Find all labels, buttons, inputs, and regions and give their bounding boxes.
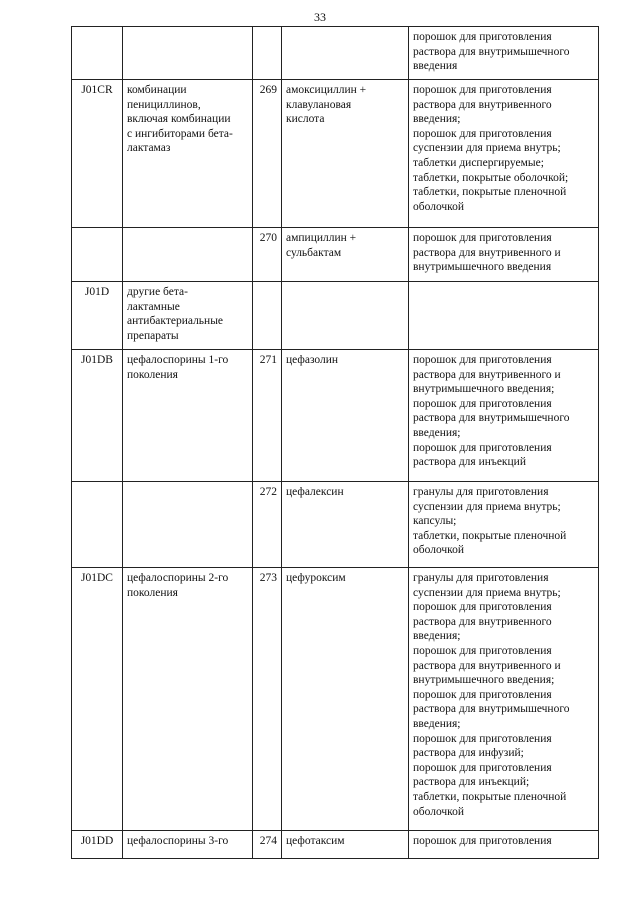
dosage-form-line: таблетки, покрытые оболочкой;: [413, 171, 569, 184]
drug-name-line: клавулановая: [286, 98, 352, 111]
atc-code-cell: [72, 80, 123, 228]
table-row: [72, 568, 599, 831]
dosage-form-line: раствора для внутривенного и: [413, 659, 561, 672]
dosage-form-line: оболочкой: [413, 805, 465, 818]
group-name-line: поколения: [127, 368, 178, 381]
dosage-form-line: раствора для инфузий;: [413, 747, 524, 760]
dosage-form: [413, 83, 594, 127]
dosage-form: [413, 514, 594, 529]
dosage-form: [413, 644, 594, 688]
drug-name-line: сульбактам: [286, 246, 342, 259]
dosage-form-line: внутримышечного введения: [413, 261, 552, 274]
group-name-line: цефалоспорины 2-го: [127, 572, 229, 584]
group-name-cell: [123, 27, 253, 80]
dosage-form-line: порошок для приготовления: [413, 84, 552, 96]
dosage-form: [413, 571, 594, 600]
dosage-form-line: введения: [413, 60, 458, 73]
dosage-form-line: раствора для инъекций: [413, 456, 526, 469]
atc-code: J01DD: [80, 835, 114, 847]
atc-code-cell: [72, 228, 123, 282]
dosage-form: [413, 790, 594, 819]
item-number-cell: [253, 568, 282, 831]
atc-code-cell: [72, 568, 123, 831]
dosage-forms-cell: [409, 80, 599, 228]
dosage-form-line: оболочкой: [413, 200, 465, 213]
group-name-cell: [123, 350, 253, 482]
dosage-form: [413, 397, 594, 441]
dosage-form-line: раствора для внутривенного и: [413, 368, 561, 381]
dosage-form: [413, 688, 594, 732]
dosage-form-line: таблетки, покрытые пленочной: [413, 529, 567, 542]
group-name-line: с ингибиторами бета-: [127, 127, 233, 140]
drug-name-cell: [282, 228, 409, 282]
item-number-cell: [253, 80, 282, 228]
dosage-form: [413, 171, 594, 186]
item-number: 273: [259, 572, 277, 584]
item-number-cell: [253, 282, 282, 350]
drug-name-line: ампициллин +: [286, 232, 357, 244]
dosage-form: [413, 231, 594, 275]
dosage-form-line: введения;: [413, 630, 461, 643]
item-number: 271: [259, 354, 277, 366]
dosage-form-line: таблетки, покрытые пленочной: [413, 790, 567, 803]
atc-code-cell: [72, 831, 123, 859]
drug-name-cell: [282, 27, 409, 80]
dosage-form: [413, 732, 594, 761]
group-name-line: цефалоспорины 1-го: [127, 354, 229, 366]
drug-table: [71, 26, 599, 859]
item-number-cell: [253, 228, 282, 282]
item-number: 274: [259, 835, 277, 847]
atc-code-cell: [72, 482, 123, 568]
dosage-form: [413, 127, 594, 156]
table-row: [72, 482, 599, 568]
table-row: [72, 350, 599, 482]
dosage-form-line: раствора для внутривенного: [413, 98, 552, 111]
dosage-form-line: раствора для внутримышечного: [413, 412, 570, 425]
drug-name-cell: [282, 482, 409, 568]
dosage-form-line: капсулы;: [413, 515, 457, 528]
dosage-forms-cell: [409, 350, 599, 482]
item-number-cell: [253, 27, 282, 80]
group-name-cell: [123, 282, 253, 350]
atc-code: J01CR: [81, 84, 113, 96]
dosage-form-line: оболочкой: [413, 544, 465, 557]
dosage-form-line: введения;: [413, 717, 461, 730]
group-name-line: поколения: [127, 586, 178, 599]
dosage-forms-cell: [409, 568, 599, 831]
dosage-form-line: порошок для приготовления: [413, 354, 552, 366]
dosage-form-line: суспензии для приема внутрь;: [413, 142, 561, 155]
drug-name-line: цефазолин: [286, 354, 339, 366]
dosage-form-line: раствора для внутривенного: [413, 615, 552, 628]
dosage-form: [413, 834, 594, 849]
dosage-form-line: раствора для внутримышечного: [413, 703, 570, 716]
dosage-form-line: гранулы для приготовления: [413, 572, 549, 584]
dosage-form-line: порошок для приготовления: [413, 688, 552, 701]
group-name-cell: [123, 568, 253, 831]
drug-name-line: цефалексин: [286, 486, 344, 498]
table-row: [72, 831, 599, 859]
drug-name-line: амоксициллин +: [286, 84, 367, 96]
atc-code-cell: [72, 27, 123, 80]
group-name-line: включая комбинации: [127, 113, 231, 126]
dosage-form-line: введения;: [413, 113, 461, 126]
group-name-line: цефалоспорины 3-го: [127, 835, 229, 847]
item-number: 270: [259, 232, 277, 244]
dosage-form-line: порошок для приготовления: [413, 732, 552, 745]
page-number: 33: [314, 10, 326, 24]
dosage-forms-cell: [409, 27, 599, 80]
dosage-form: [413, 185, 594, 214]
dosage-form-line: суспензии для приема внутрь;: [413, 500, 561, 513]
drug-name-cell: [282, 282, 409, 350]
dosage-form-line: порошок для приготовления: [413, 397, 552, 410]
dosage-form: [413, 529, 594, 558]
atc-code-cell: [72, 350, 123, 482]
drug-name-line: цефотаксим: [286, 835, 345, 847]
item-number-cell: [253, 482, 282, 568]
dosage-form-line: порошок для приготовления: [413, 441, 552, 454]
dosage-form: [413, 156, 594, 171]
drug-name-line: цефуроксим: [286, 572, 346, 584]
dosage-form: [413, 600, 594, 644]
group-name-cell: [123, 80, 253, 228]
table-row: [72, 80, 599, 228]
drug-name-cell: [282, 831, 409, 859]
drug-name-cell: [282, 80, 409, 228]
group-name-line: пенициллинов,: [127, 98, 201, 111]
item-number: 269: [259, 84, 277, 96]
dosage-forms-cell: [409, 831, 599, 859]
atc-code: J01D: [84, 286, 110, 298]
dosage-forms-cell: [409, 228, 599, 282]
dosage-form-line: раствора для внутривенного и: [413, 246, 561, 259]
drug-name-cell: [282, 350, 409, 482]
group-name-line: препараты: [127, 329, 179, 342]
dosage-form: [413, 30, 594, 74]
atc-code-cell: [72, 282, 123, 350]
group-name-cell: [123, 482, 253, 568]
dosage-form-line: внутримышечного введения;: [413, 383, 555, 396]
dosage-form-line: порошок для приготовления: [413, 127, 552, 140]
dosage-form-line: таблетки, покрытые пленочной: [413, 186, 567, 199]
dosage-form-line: гранулы для приготовления: [413, 486, 549, 498]
atc-code: J01DB: [81, 354, 113, 366]
dosage-form-line: порошок для приготовления: [413, 761, 552, 774]
table-row: [72, 282, 599, 350]
dosage-forms-cell: [409, 482, 599, 568]
dosage-forms-cell: [409, 282, 599, 350]
dosage-form-line: раствора для внутримышечного: [413, 45, 570, 58]
dosage-form-line: порошок для приготовления: [413, 232, 552, 244]
drug-name-line: кислота: [286, 113, 325, 126]
item-number: 272: [259, 486, 277, 498]
table-row: [72, 27, 599, 80]
dosage-form-line: раствора для инъекций;: [413, 776, 530, 789]
dosage-form-line: введения;: [413, 426, 461, 439]
group-name-line: комбинации: [127, 84, 187, 96]
atc-code: J01DC: [81, 572, 113, 584]
dosage-form-line: порошок для приготовления: [413, 601, 552, 614]
dosage-form-line: порошок для приготовления: [413, 644, 552, 657]
item-number-cell: [253, 350, 282, 482]
group-name-line: антибактериальные: [127, 315, 224, 328]
group-name-cell: [123, 831, 253, 859]
dosage-form: [413, 441, 594, 470]
dosage-form-line: внутримышечного введения;: [413, 674, 555, 687]
item-number-cell: [253, 831, 282, 859]
dosage-form-line: порошок для приготовления: [413, 835, 552, 847]
group-name-cell: [123, 228, 253, 282]
group-name-line: другие бета-: [127, 286, 188, 298]
group-name-line: лактамаз: [127, 142, 171, 155]
group-name-line: лактамные: [127, 300, 180, 313]
dosage-form: [413, 353, 594, 397]
table-row: [72, 228, 599, 282]
dosage-form-line: суспензии для приема внутрь;: [413, 586, 561, 599]
dosage-form-line: таблетки диспергируемые;: [413, 156, 544, 169]
dosage-form-line: порошок для приготовления: [413, 31, 552, 43]
dosage-form: [413, 485, 594, 514]
drug-name-cell: [282, 568, 409, 831]
dosage-form: [413, 761, 594, 790]
